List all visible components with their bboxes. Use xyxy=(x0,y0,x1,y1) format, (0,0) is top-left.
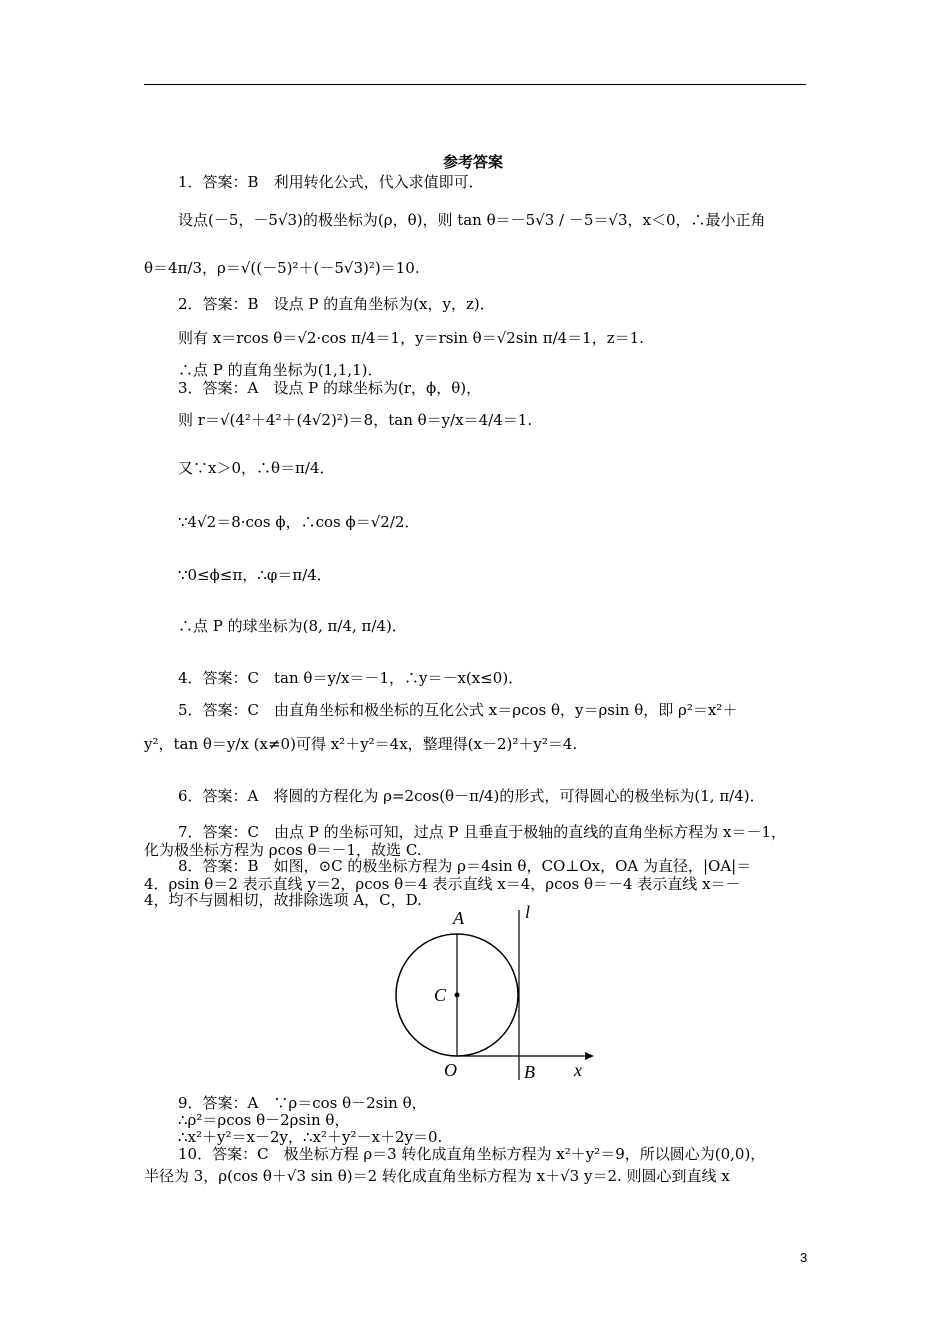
text-line: 9．答案：A ∵ρ＝cos θ－2sin θ， xyxy=(178,1094,427,1112)
text-line: ∵0≤ϕ≤π，∴φ＝π/4． xyxy=(178,566,332,584)
page-number: 3 xyxy=(800,1250,808,1265)
text-line: 4．答案：C tan θ＝y/x＝－1，∴y＝－x(x≤0)． xyxy=(178,669,524,687)
text-line: 则 r＝√(4²＋4²＋(4√2)²)＝8，tan θ＝y/x＝4/4＝1. xyxy=(178,411,533,429)
text-line: 6．答案：A 将圆的方程化为 ρ=2cos(θ－π/4)的形式，可得圆心的极坐标为(1, π/4)． xyxy=(178,787,765,805)
text-line: 4，均不与圆相切，故排除选项 A，C，D. xyxy=(144,891,422,909)
text-line: 5．答案：C 由直角坐标和极坐标的互化公式 x＝ρcos θ，y＝ρsin θ，即 ρ²＝x²＋ xyxy=(178,701,738,719)
text-line: ∵4√2＝8·cos ϕ，∴cos ϕ＝√2/2． xyxy=(178,513,420,531)
circle-figure xyxy=(380,900,600,1080)
text-line: 4．ρsin θ＝2 表示直线 y＝2，ρcos θ＝4 表示直线 x＝4，ρcos θ＝－4 表示直线 x＝－ xyxy=(144,875,741,893)
text-line: ∴x²＋y²＝x－2y，∴x²＋y²－x＋2y＝0. xyxy=(178,1128,443,1146)
text-line: 又∵x＞0，∴θ＝π/4． xyxy=(178,459,335,477)
text-line: ∴点 P 的直角坐标为(1,1,1)． xyxy=(178,361,383,379)
text-line: θ＝4π/3，ρ＝√((－5)²＋(－5√3)²)＝10. xyxy=(144,259,420,277)
label-x: x xyxy=(574,1060,582,1080)
text-line: 则有 x＝rcos θ＝√2·cos π/4＝1，y＝rsin θ＝√2sin π/4＝1，z＝1. xyxy=(178,329,644,347)
text-line: 10．答案：C 极坐标方程 ρ＝3 转化成直角坐标方程为 x²＋y²＝9，所以圆心为(0,0)， xyxy=(178,1145,766,1163)
page-title: 参考答案 xyxy=(443,153,504,171)
text-line: ∴ρ²＝ρcos θ－2ρsin θ， xyxy=(178,1111,350,1129)
text-line: 8．答案：B 如图，⊙C 的极坐标方程为 ρ＝4sin θ，CO⊥Ox，OA 为直径，|OA|＝ xyxy=(178,857,752,875)
text-line: 半径为 3，ρ(cos θ＋√3 sin θ)＝2 转化成直角坐标方程为 x＋√3 y＝2. 则圆心到直线 x xyxy=(144,1167,730,1185)
label-a: A xyxy=(453,908,464,928)
x-axis-arrow xyxy=(585,1052,594,1060)
text-line: 设点(－5，－5√3)的极坐标为(ρ，θ)，则 tan θ＝－5√3 / －5＝√3，x＜0，∴最小正角 xyxy=(178,211,766,229)
text-line: 化为极坐标方程为 ρcos θ＝－1，故选 C. xyxy=(144,841,422,859)
center-point xyxy=(455,993,460,998)
text-line: ∴点 P 的球坐标为(8, π/4, π/4)． xyxy=(178,617,407,635)
header-rule xyxy=(144,84,806,85)
text-line: y²，tan θ＝y/x (x≠0)可得 x²＋y²＝4x，整理得(x－2)²＋y²＝4. xyxy=(144,735,578,753)
label-c: C xyxy=(434,985,447,1005)
label-o: O xyxy=(444,1060,457,1080)
text-line: 1．答案：B 利用转化公式，代入求值即可． xyxy=(178,173,484,191)
text-line: 7．答案：C 由点 P 的坐标可知，过点 P 且垂直于极轴的直线的直角坐标方程为 x＝－1， xyxy=(178,823,787,841)
text-line: 3．答案：A 设点 P 的球坐标为(r，ϕ，θ)， xyxy=(178,379,482,397)
label-l: l xyxy=(525,902,531,922)
text-line: 2．答案：B 设点 P 的直角坐标为(x，y，z)． xyxy=(178,295,495,313)
label-b: B xyxy=(524,1062,535,1080)
